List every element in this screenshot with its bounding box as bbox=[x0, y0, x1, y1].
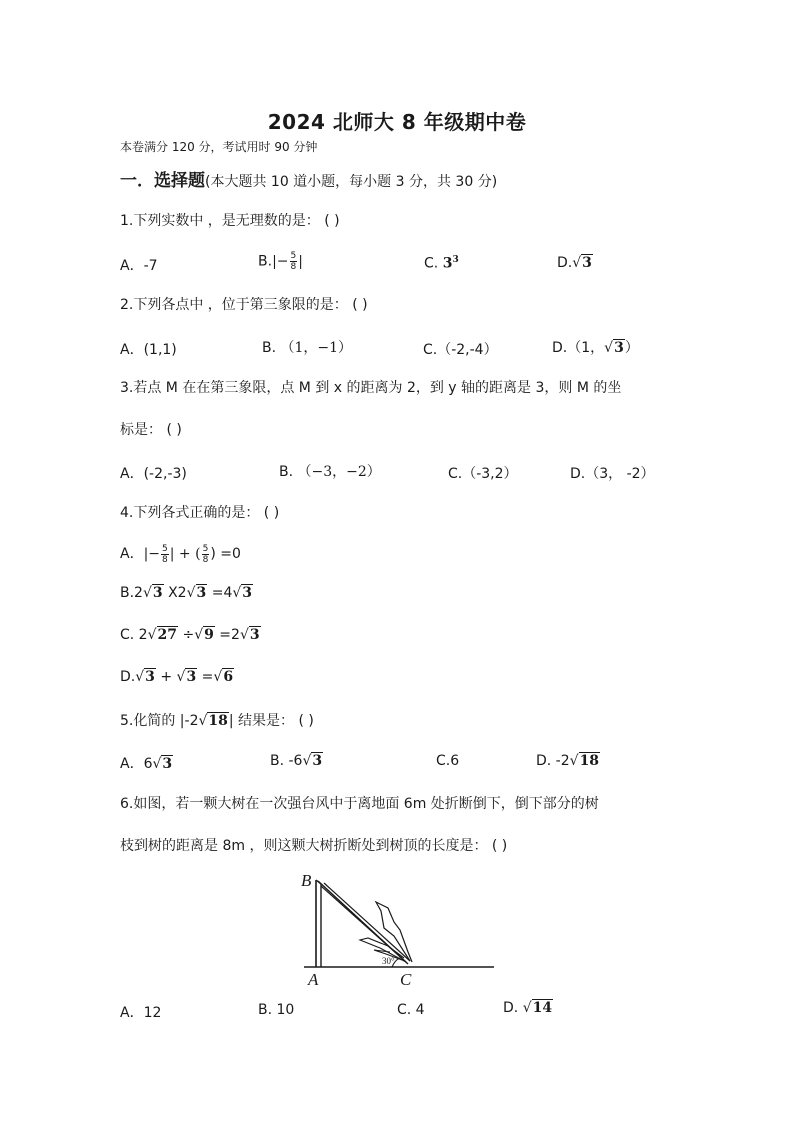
question-1-stem: 1.下列实数中 ，是无理数的是： ( ) bbox=[120, 213, 340, 229]
q2-option-d bbox=[552, 337, 639, 357]
q3-b-prefix: B. bbox=[279, 464, 294, 480]
q2-d-radicand: 3 bbox=[614, 340, 624, 356]
q4-d-radical-2: √3 bbox=[176, 669, 197, 685]
question-4-stem: 4.下列各式正确的是： ( ) bbox=[120, 505, 280, 521]
tree-figure bbox=[296, 866, 500, 990]
q4-d-mid: + bbox=[155, 669, 177, 685]
q6-option-d bbox=[503, 1000, 553, 1016]
q2-d-prefix: D.（1， bbox=[552, 340, 605, 356]
q2-d-radical: √3 bbox=[604, 340, 624, 356]
q4-c-radicand-2: 9 bbox=[204, 627, 214, 643]
exam-title: 2024 北师大 8 年级期中卷 bbox=[267, 110, 527, 134]
q5-b-prefix: B. -6 bbox=[270, 753, 303, 769]
q4-d-prefix: D. bbox=[120, 669, 136, 685]
q5-a-radical: √3 bbox=[152, 756, 173, 772]
q5-stem-radical: √18 bbox=[198, 713, 228, 729]
q5-d-radical: √18 bbox=[569, 753, 600, 769]
q4-option-b bbox=[120, 585, 253, 601]
q4-option-c bbox=[120, 627, 261, 643]
q5-option-a bbox=[120, 753, 173, 773]
q5-stem-radicand: 18 bbox=[208, 713, 228, 729]
q4-c-mid: ÷ bbox=[178, 627, 195, 643]
q4-a-den2: 8 bbox=[202, 554, 209, 565]
q4-c-radical-3: √3 bbox=[239, 627, 260, 643]
q4-c-radicand-1: 27 bbox=[157, 627, 177, 643]
q4-b-mid: X2 bbox=[163, 585, 187, 601]
q5-option-b bbox=[270, 753, 323, 769]
question-3-stem-line2: 标是： ( ) bbox=[120, 422, 182, 438]
q4-a-mid: | + ( bbox=[169, 546, 201, 562]
label-a: A bbox=[308, 970, 319, 989]
q2-d-close: ） bbox=[624, 340, 639, 356]
q4-a-num1: 5 bbox=[162, 543, 168, 554]
q3-b-value: （−3，−2） bbox=[297, 464, 381, 480]
q6-d-radicand: 14 bbox=[532, 1000, 553, 1016]
q5-option-d bbox=[536, 753, 600, 769]
q1-b-num: 5 bbox=[290, 251, 297, 261]
q4-option-a bbox=[120, 543, 241, 565]
q2-b-prefix: B. bbox=[262, 340, 277, 356]
q4-c-radical-1: √27 bbox=[147, 627, 177, 643]
q4-b-radicand-1: 3 bbox=[152, 585, 163, 601]
q4-option-d bbox=[120, 669, 234, 685]
q1-option-b bbox=[258, 251, 303, 272]
q1-d-radicand: 3 bbox=[582, 255, 592, 271]
q4-b-prefix: B.2 bbox=[120, 585, 143, 601]
section-note: (本大题共 10 道小题，每小题 3 分，共 30 分) bbox=[205, 174, 498, 190]
q5-d-prefix: D. -2 bbox=[536, 753, 570, 769]
q5-a-radicand: 3 bbox=[162, 756, 173, 772]
q4-b-radicand-2: 3 bbox=[196, 585, 207, 601]
q1-b-prefix: B. bbox=[258, 253, 273, 270]
question-6-stem-line2: 枝到树的距离是 8m ，则这颗大树折断处到树顶的长度是： ( ) bbox=[120, 838, 508, 854]
question-3-stem-line1: 3.若点 M 在在第三象限，点 M 到 x 的距离为 2，到 y 轴的距离是 3，则 M 的坐 bbox=[120, 380, 622, 396]
q4-d-radicand-3: 6 bbox=[223, 669, 234, 685]
q6-d-radical: √14 bbox=[522, 1000, 553, 1016]
q4-d-radicand-2: 3 bbox=[186, 669, 197, 685]
q4-a-den1: 8 bbox=[162, 554, 168, 565]
section-heading bbox=[120, 166, 497, 191]
q5-stem-suffix: | 结果是： ( ) bbox=[228, 713, 314, 729]
q5-d-radicand: 18 bbox=[579, 753, 600, 769]
q1-c-prefix: C. bbox=[424, 255, 439, 272]
q1-b-fraction bbox=[290, 251, 298, 272]
q5-b-radical: √3 bbox=[302, 753, 323, 769]
q4-d-radical-3: √6 bbox=[213, 669, 234, 685]
q5-option-c: C.6 bbox=[436, 753, 460, 769]
q3-option-a: A．(-2,-3) bbox=[120, 466, 187, 482]
q4-b-radical-2: √3 bbox=[186, 585, 207, 601]
q4-a-fraction-1 bbox=[161, 544, 169, 565]
q4-b-radical-1: √3 bbox=[142, 585, 163, 601]
q4-c-radicand-3: 3 bbox=[249, 627, 260, 643]
q3-option-d: D.（3， -2） bbox=[570, 466, 655, 482]
q4-b-eq: =4 bbox=[207, 585, 233, 601]
q4-a-fraction-2 bbox=[202, 544, 210, 565]
q1-b-sign: |− bbox=[272, 253, 289, 270]
q1-d-radical: √3 bbox=[572, 255, 592, 271]
q1-c-base: 3 bbox=[442, 255, 453, 272]
q5-b-radicand: 3 bbox=[312, 753, 323, 769]
label-angle: 30° bbox=[382, 956, 395, 966]
q4-a-sign: |− bbox=[143, 546, 161, 562]
q1-option-a: A．-7 bbox=[120, 258, 158, 274]
q1-b-close: | bbox=[298, 253, 303, 270]
q2-option-a: A．(1,1) bbox=[120, 342, 177, 358]
q1-c-exp: 3 bbox=[452, 255, 459, 265]
label-b: B bbox=[301, 871, 312, 890]
q1-b-den: 8 bbox=[290, 262, 297, 272]
q2-option-b bbox=[262, 337, 352, 357]
q4-a-prefix: A． bbox=[120, 546, 144, 562]
q1-d-prefix: D. bbox=[557, 255, 573, 271]
q4-b-radical-3: √3 bbox=[232, 585, 253, 601]
question-5-stem bbox=[120, 710, 314, 730]
q5-stem-prefix: 5.化简的 |-2 bbox=[120, 713, 199, 729]
section-number: 一．选择题 bbox=[120, 171, 205, 191]
label-c: C bbox=[400, 970, 412, 989]
branch-upper bbox=[376, 902, 412, 962]
q2-b-value: （1，−1） bbox=[280, 340, 353, 356]
q1-option-d bbox=[557, 255, 593, 271]
q3-option-c: C.（-3,2） bbox=[448, 466, 518, 482]
q4-d-radical-1: √3 bbox=[135, 669, 155, 685]
q3-option-b bbox=[279, 461, 381, 481]
q4-d-eq: = bbox=[197, 669, 214, 685]
q5-a-prefix: A．6 bbox=[120, 756, 153, 772]
q4-c-radical-2: √9 bbox=[194, 627, 214, 643]
q6-d-prefix: D. bbox=[503, 1000, 519, 1016]
exam-subtitle: 本卷满分 120 分，考试用时 90 分钟 bbox=[120, 140, 318, 154]
q6-option-a: A．12 bbox=[120, 1005, 162, 1021]
q2-option-c: C.（-2,-4） bbox=[423, 342, 498, 358]
fallen-trunk-3 bbox=[324, 883, 410, 961]
question-2-stem: 2.下列各点中 ，位于第三象限的是： ( ) bbox=[120, 297, 368, 313]
q1-option-c bbox=[424, 255, 459, 272]
q4-d-radicand-1: 3 bbox=[145, 669, 155, 685]
q4-c-prefix: C. 2 bbox=[120, 627, 148, 643]
question-6-stem-line1: 6.如图，若一颗大树在一次强台风中于离地面 6m 处折断倒下，倒下部分的树 bbox=[120, 796, 599, 812]
q6-option-c: C. 4 bbox=[397, 1002, 425, 1018]
q4-b-radicand-3: 3 bbox=[242, 585, 253, 601]
q4-c-eq: =2 bbox=[214, 627, 240, 643]
q4-a-end: ) =0 bbox=[210, 546, 241, 562]
q4-a-num2: 5 bbox=[202, 543, 209, 554]
q6-option-b: B. 10 bbox=[258, 1002, 295, 1018]
